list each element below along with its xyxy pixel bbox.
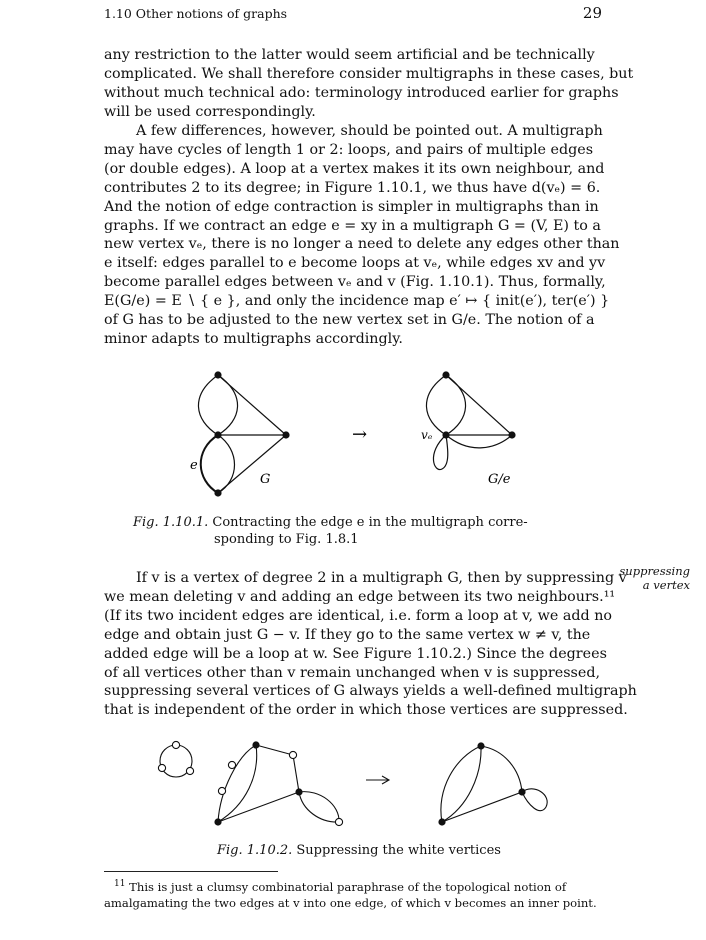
caption-text: Contracting the edge e in the multigraph corre- — [212, 515, 528, 530]
edge-parallel-ve-v — [446, 435, 512, 448]
text-line: e itself: edges parallel to e become loops at vₑ, while edges xv and yv — [104, 255, 606, 272]
black-vertex — [518, 788, 525, 795]
footnote-number: 11 — [114, 879, 126, 889]
page-number: 29 — [582, 4, 602, 22]
caption-label: Fig. 1.10.2. — [217, 843, 293, 858]
edge-bottom — [218, 792, 299, 822]
text-line: of all vertices other than v remain unchanged when v is suppressed, — [104, 664, 601, 681]
result-edge-top-right — [481, 746, 522, 792]
black-vertex — [438, 818, 445, 825]
text-line: any restriction to the latter would seem artificial and be technically — [104, 47, 595, 63]
white-vertex — [218, 787, 225, 794]
edge-e — [201, 435, 218, 493]
edge-top-v — [218, 375, 286, 435]
result-loop — [522, 789, 547, 811]
text-line: minor adapts to multigraphs accordingly. — [104, 330, 403, 347]
text-line: will be used correspondingly. — [104, 103, 316, 120]
edge-right — [293, 755, 299, 792]
footnote-text: This is just a clumsy combinatorial paraphrase of the topological notion of — [129, 879, 567, 894]
result-edge-outer — [441, 746, 481, 822]
text-line: without much technical ado: terminology introduced earlier for graphs — [104, 84, 619, 101]
section-title: 1.10 Other notions of graphs — [104, 6, 288, 21]
vertex-y — [214, 489, 221, 496]
result-edge-bottom — [442, 792, 522, 822]
vertex-middle — [214, 431, 221, 438]
text-line: And the notion of edge contraction is simpler in multigraphs than in — [104, 198, 599, 215]
paragraph-2 — [104, 122, 620, 349]
vertex-v-contracted — [508, 431, 515, 438]
label-Ge: G/e — [488, 472, 511, 487]
edge-top-left-contracted — [426, 375, 446, 435]
caption-label: Fig. 1.10.1. — [133, 515, 209, 530]
text-line: edge and obtain just G − v. If they go to the same vertex w ≠ v, the — [104, 626, 591, 643]
black-vertex — [214, 818, 221, 825]
text-line: contributes 2 to its degree; in Figure 1.10.1, we thus have d(vₑ) = 6. — [104, 179, 601, 196]
black-vertex — [295, 788, 302, 795]
margin-note-line: suppressing — [619, 564, 690, 578]
arrow: → — [352, 424, 368, 445]
paragraph-1 — [104, 46, 634, 122]
edge-top-left — [198, 375, 218, 435]
label-e: e — [190, 458, 198, 473]
white-vertex — [228, 761, 235, 768]
text-line: added edge will be a loop at w. See Figure 1.10.2.) Since the degrees — [104, 645, 607, 662]
paragraph-3 — [104, 569, 637, 720]
black-vertex — [252, 741, 259, 748]
text-line: (or double edges). A loop at a vertex makes it its own neighbour, and — [104, 160, 605, 177]
vertex-ve — [442, 431, 449, 438]
white-vertex — [335, 818, 342, 825]
result-edge-inner — [442, 746, 481, 822]
text-line: graphs. If we contract an edge e = xy in a multigraph G = (V, E) to a — [104, 217, 601, 234]
figure-contraction — [180, 365, 540, 505]
vertex-x — [214, 371, 221, 378]
vertex-top-contracted — [442, 371, 449, 378]
running-header — [104, 6, 602, 21]
text-line: that is independent of the order in which those vertices are suppressed. — [104, 702, 628, 719]
loop-at-ve — [433, 435, 447, 470]
edge-inner-left — [218, 745, 257, 822]
text-line: E(G/e) = E ∖ { e }, and only the incidence map e′ ↦ { init(e′), ter(e′) } — [104, 293, 610, 310]
text-line: complicated. We shall therefore consider multigraphs in these cases, but — [104, 65, 634, 82]
edge-bottom-v — [218, 435, 286, 493]
text-line: A few differences, however, should be pointed out. A multigraph — [136, 123, 603, 139]
edge-top — [256, 745, 293, 755]
footnote — [104, 876, 604, 911]
margin-note-line: a vertex — [642, 578, 690, 592]
label-ve: vₑ — [421, 428, 433, 442]
caption-text-continued: sponding to Fig. 1.8.1 — [214, 532, 359, 547]
black-vertex — [477, 742, 484, 749]
edge-top-v-contracted — [446, 375, 512, 435]
text-line: we mean deleting v and adding an edge between its two neighbours.¹¹ — [104, 588, 616, 605]
text-line: (If its two incident edges are identical, i.e. form a loop at v, we add no — [104, 607, 613, 624]
white-vertex — [158, 764, 165, 771]
edge-double-lower — [299, 792, 339, 822]
vertex-v — [282, 431, 289, 438]
text-line: of G has to be adjusted to the new vertex set in G/e. The notion of a — [104, 312, 595, 329]
label-G: G — [260, 472, 271, 487]
text-line: may have cycles of length 1 or 2: loops, and pairs of multiple edges — [104, 141, 594, 158]
white-vertex — [186, 767, 193, 774]
text-line: suppressing several vertices of G always yields a well-defined multigraph — [104, 683, 637, 700]
text-line: If v is a vertex of degree 2 in a multigraph G, then by suppressing v — [136, 570, 627, 586]
footnote-rule — [104, 871, 278, 872]
footnote-text: amalgamating the two edges at v into one edge, of which v becomes an inner point. — [104, 895, 597, 910]
figure-1-caption — [133, 514, 563, 548]
figure-2-caption — [217, 842, 597, 859]
caption-text: Suppressing the white vertices — [296, 843, 501, 858]
text-line: become parallel edges between vₑ and v (Fig. 1.10.1). Thus, formally, — [104, 274, 606, 291]
edge-parallel-e — [218, 435, 235, 493]
white-vertex — [289, 751, 296, 758]
text-line: new vertex vₑ, there is no longer a need to delete any edges other than — [104, 236, 620, 253]
figure-suppressing — [150, 735, 560, 835]
white-vertex — [172, 741, 179, 748]
